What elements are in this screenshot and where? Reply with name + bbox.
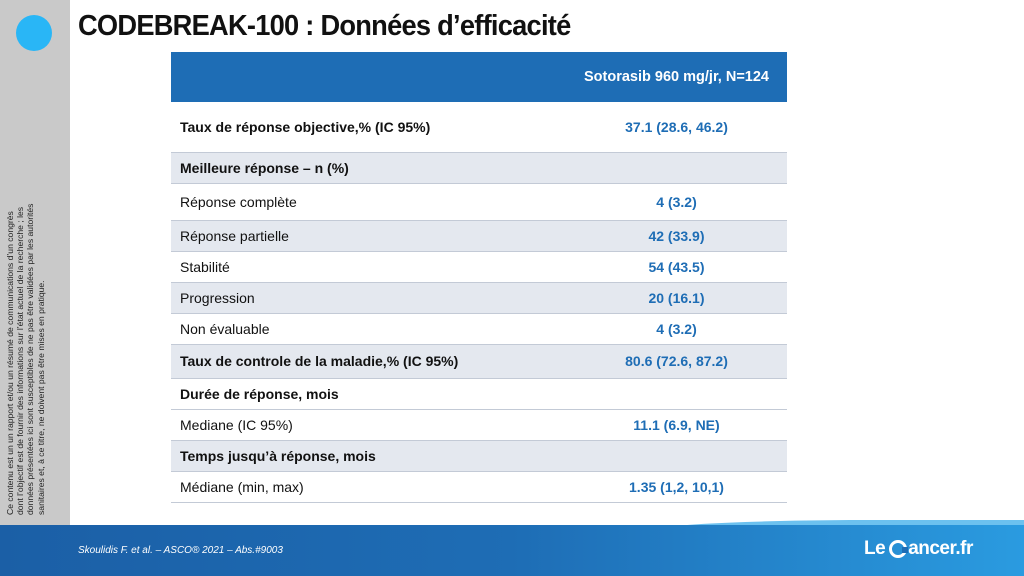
table-row [171,282,787,313]
row-value: 37.1 (28.6, 46.2) [566,102,787,152]
slide-title: CODEBREAK-100 : Données d’efficacité [78,10,571,42]
table-row [171,378,787,409]
table-row [171,344,787,378]
left-sidebar [0,0,70,576]
row-value: 1.35 (1,2, 10,1) [566,471,787,502]
row-value: 80.6 (72.6, 87.2) [566,344,787,378]
table-row [171,183,787,220]
header-value-cell: Sotorasib 960 mg/jr, N=124 [566,52,787,102]
row-value: 20 (16.1) [566,282,787,313]
table-header-row [171,52,787,102]
row-label: Meilleure réponse – n (%) [171,152,566,183]
header-label-cell [171,52,566,102]
row-value: 42 (33.9) [566,220,787,251]
table-row [171,152,787,183]
accent-dot [16,15,52,51]
disclaimer-text: Ce contenu est un un rapport et/ou un résumé de communications d’un congrès dont l’objectif est de fournir des informations sur l’état actuel de la recherche ; les données présentées ici sont susceptibles de ne pas être validées par les autorités sanitaires et, à ce titre, ne doivent pas être mises en pratique. [5,203,46,515]
row-label: Mediane (IC 95%) [171,409,566,440]
table-row [171,251,787,282]
row-value [566,440,787,471]
row-label: Stabilité [171,251,566,282]
table-row [171,471,787,502]
lecancer-logo [864,538,973,560]
table-row [171,409,787,440]
row-label: Non évaluable [171,313,566,344]
row-label: Réponse complète [171,183,566,220]
row-value [566,152,787,183]
row-value: 4 (3.2) [566,313,787,344]
efficacy-table [171,52,787,503]
row-value: 4 (3.2) [566,183,787,220]
row-value [566,378,787,409]
row-value: 11.1 (6.9, NE) [566,409,787,440]
table-row [171,440,787,471]
table-row [171,313,787,344]
row-label: Temps jusqu’à réponse, mois [171,440,566,471]
row-label: Durée de réponse, mois [171,378,566,409]
table-row [171,102,787,152]
logo-suffix: ancer.fr [908,538,973,559]
row-label: Taux de réponse objective,% (IC 95%) [171,102,566,152]
logo-c-icon [889,540,907,558]
table-row [171,220,787,251]
row-value: 54 (43.5) [566,251,787,282]
row-label: Réponse partielle [171,220,566,251]
citation-text: Skoulidis F. et al. – ASCO® 2021 – Abs.#9003 [78,545,283,556]
row-label: Médiane (min, max) [171,471,566,502]
row-label: Progression [171,282,566,313]
logo-prefix: Le [864,538,886,559]
row-label: Taux de controle de la maladie,% (IC 95%) [171,344,566,378]
